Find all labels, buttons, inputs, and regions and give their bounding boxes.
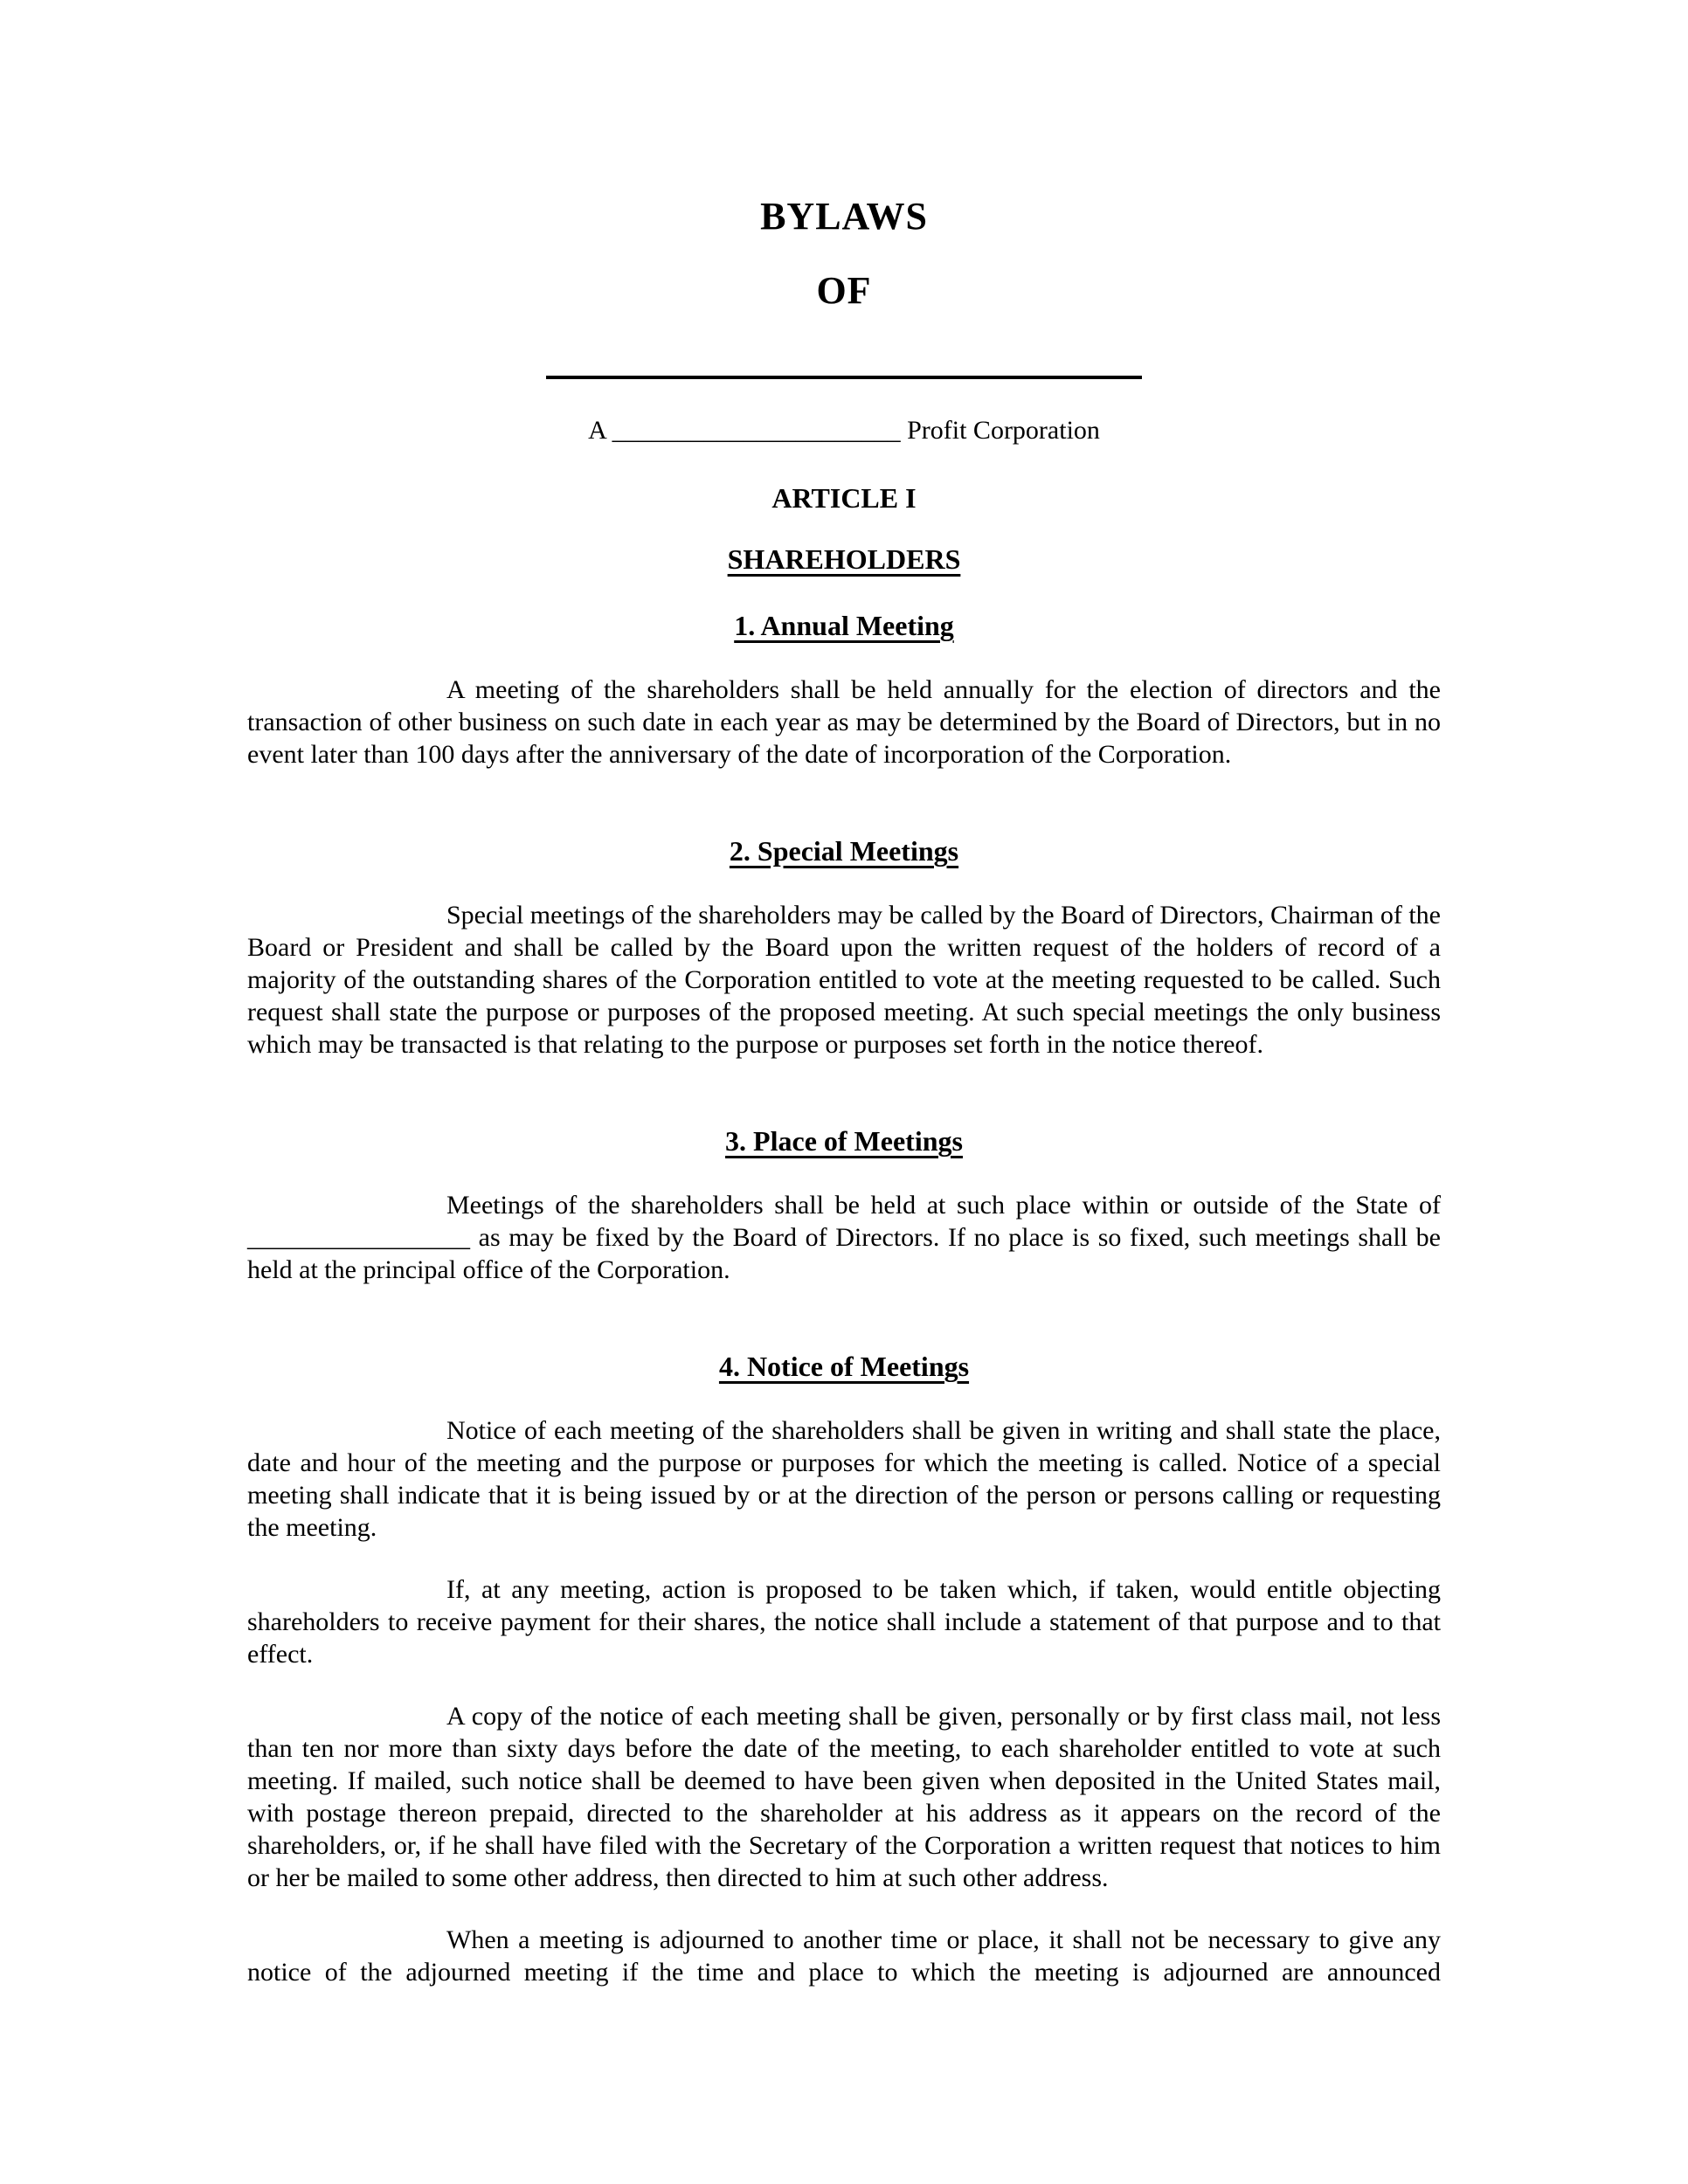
paragraph-annual-meeting: A meeting of the shareholders shall be held annually for the election of directors and the transaction of other business on such date in each year as may be determined by the Board of Directors, but in no event later than 100 days after the anniversary of the date of incorporation of the Corporation. xyxy=(247,675,1441,769)
section-heading-notice-of-meetings: 4. Notice of Meetings xyxy=(718,1351,970,1382)
document-title: BYLAWS xyxy=(760,195,928,238)
document-title-of: OF xyxy=(816,269,872,312)
corporation-name-blank-wrap xyxy=(247,370,1441,385)
corporation-type-prefix: A xyxy=(588,416,612,445)
article-subheading: SHAREHOLDERS xyxy=(727,543,961,575)
paragraph-place-of-meetings: Meetings of the shareholders shall be held at such place within or outside of the State of _________________ as may be fixed by the Board of Directors. If no place is so fixed, such meetings shall be held at the principal office of the Corporation. xyxy=(247,1191,1441,1284)
corporation-type-suffix: Profit Corporation xyxy=(900,416,1100,445)
corporation-name-blank-line xyxy=(546,376,1142,379)
paragraph-notice-adjourned: When a meeting is adjourned to another time or place, it shall not be necessary to give any notice of the adjourned meeting if the time and place to which the meeting is adjourned are announced xyxy=(247,1925,1441,1987)
paragraph-special-meetings: Special meetings of the shareholders may be called by the Board of Directors, Chairman of the Board or President and shall be called by the Board upon the written request of the holders of record of a majority of the outstanding shares of the Corporation entitled to vote at the meeting requested to be called. Such request shall state the purpose or purposes of the proposed meeting. At such special meetings the only business which may be transacted is that relating to the purpose or purposes set forth in the notice thereof. xyxy=(247,901,1441,1059)
corporation-type-line xyxy=(247,414,1441,446)
article-heading: ARTICLE I xyxy=(771,482,917,514)
section-heading-place-of-meetings: 3. Place of Meetings xyxy=(725,1125,963,1157)
paragraph-notice-writing: Notice of each meeting of the shareholders shall be given in writing and shall state the place, date and hour of the meeting and the purpose or purposes for which the meeting is called. Notice of a special meeting shall indicate that it is being issued by or at the direction of the person or persons calling or requesting the meeting. xyxy=(247,1416,1441,1542)
paragraph-notice-objecting: If, at any meeting, action is proposed to be taken which, if taken, would entitle objecting shareholders to receive payment for their shares, the notice shall include a statement of that purpose and to that effect. xyxy=(247,1575,1441,1669)
paragraph-notice-copy-mail: A copy of the notice of each meeting shall be given, personally or by first class mail, not less than ten nor more than sixty days before the date of the meeting, to each shareholder entitled to vote at such meeting. If mailed, such notice shall be deemed to have been given when deposited in the United States mail, with postage thereon prepaid, directed to the shareholder at his address as it appears on the record of the shareholders, or, if he shall have filed with the Secretary of the Corporation a written request that notices to him or her be mailed to some other address, then directed to him at such other address. xyxy=(247,1702,1441,1892)
corporation-type-blank: ______________________ xyxy=(612,416,901,445)
section-heading-special-meetings: 2. Special Meetings xyxy=(729,835,959,867)
section-heading-annual-meeting: 1. Annual Meeting xyxy=(734,610,954,641)
